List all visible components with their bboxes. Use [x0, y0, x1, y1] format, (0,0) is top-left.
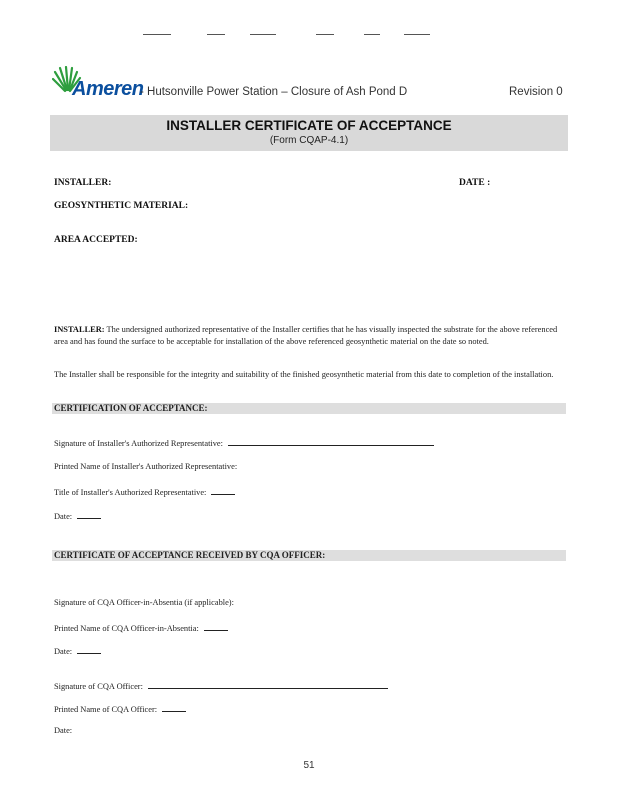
ameren-logo — [52, 66, 142, 102]
area-field-label: AREA ACCEPTED: — [54, 235, 138, 245]
installer-title-row — [54, 486, 235, 497]
installer-statement-text: The undersigned authorized representative of the Installer certifies that he has visually inspected the substrate for the above referenced area and has found the surface to be acceptable for installation of the above referenced geosynthetic material on the date so noted. — [54, 325, 558, 346]
installer-printed-name-label: Printed Name of Installer's Authorized Representative: — [54, 462, 238, 471]
form-title: INSTALLER CERTIFICATE OF ACCEPTANCE — [166, 118, 452, 133]
absentia-date-line[interactable] — [77, 645, 101, 654]
installer-date-label: Date: — [54, 512, 73, 521]
officer-signature-label: Signature of CQA Officer: — [54, 682, 143, 691]
responsibility-statement: The Installer shall be responsible for the integrity and suitability of the finished geosynthetic material from this date to completion of the installation. — [54, 370, 554, 379]
installer-statement-lead: INSTALLER: — [54, 325, 105, 334]
form-subtitle: (Form CQAP-4.1) — [269, 135, 349, 146]
form-title-banner — [50, 115, 568, 151]
installer-signature-line[interactable] — [228, 437, 434, 446]
cqa-section-header: CERTIFICATE OF ACCEPTANCE RECEIVED BY CQA OFFICER: — [52, 550, 566, 561]
absentia-name-label: Printed Name of CQA Officer-in-Absentia: — [54, 624, 199, 633]
absentia-name-line[interactable] — [204, 622, 228, 631]
installer-signature-row — [54, 437, 434, 448]
revision-label: Revision 0 — [509, 86, 563, 98]
absentia-date-label: Date: — [54, 647, 73, 656]
officer-name-label: Printed Name of CQA Officer: — [54, 705, 158, 714]
installer-title-line[interactable] — [211, 486, 235, 495]
absentia-signature-label: Signature of CQA Officer-in-Absentia (if applicable): — [54, 598, 234, 607]
header-title: - Hutsonville Power Station – Closure of Ash Pond D — [140, 86, 408, 98]
logo-text: Ameren — [72, 78, 144, 100]
installer-statement — [54, 324, 564, 347]
officer-date-label: Date: — [54, 726, 73, 735]
officer-name-row — [54, 703, 186, 714]
absentia-name-row — [54, 622, 228, 633]
date-field-label: DATE : — [459, 178, 491, 188]
material-field-label: GEOSYNTHETIC MATERIAL: — [54, 201, 189, 211]
certification-section-header: CERTIFICATION OF ACCEPTANCE: — [52, 403, 566, 414]
installer-date-line[interactable] — [77, 510, 101, 519]
installer-field-label: INSTALLER: — [54, 178, 112, 188]
installer-title-label: Title of Installer's Authorized Representative: — [54, 488, 207, 497]
officer-name-line[interactable] — [162, 703, 186, 712]
installer-signature-label: Signature of Installer's Authorized Representative: — [54, 439, 223, 448]
installer-date-row — [54, 510, 101, 521]
officer-signature-row — [54, 680, 388, 691]
page-number: 51 — [303, 760, 315, 771]
officer-signature-line[interactable] — [148, 680, 388, 689]
absentia-date-row — [54, 645, 101, 656]
